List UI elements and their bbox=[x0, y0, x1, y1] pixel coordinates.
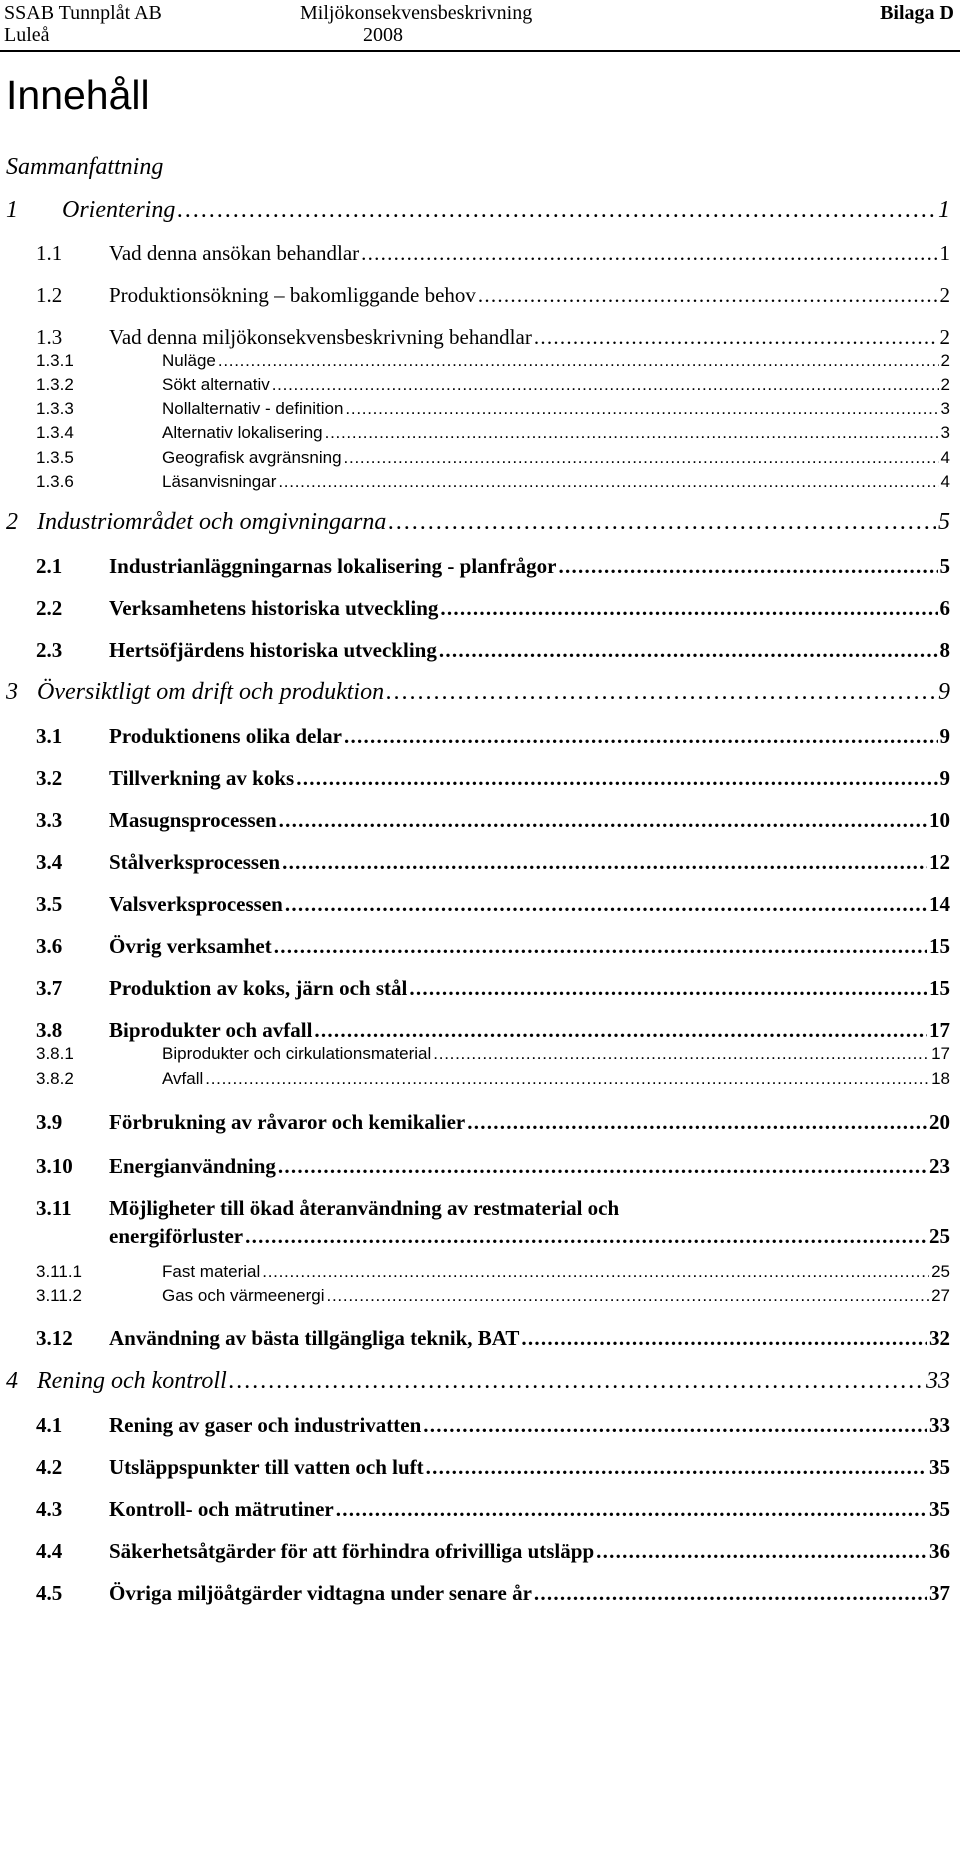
toc-page-number: 9 bbox=[938, 679, 950, 705]
toc-page-number: 10 bbox=[929, 808, 950, 832]
toc-entry-number: 1.3.1 bbox=[36, 351, 74, 370]
toc-leader-dots bbox=[478, 283, 938, 308]
toc-page-number: 27 bbox=[931, 1286, 950, 1305]
toc-entry-number: 2 bbox=[6, 509, 18, 535]
toc-page-number: 2 bbox=[940, 351, 950, 370]
toc-leader-dots bbox=[534, 325, 938, 350]
toc-entry[interactable] bbox=[6, 1368, 950, 1395]
header-appendix: Bilaga D bbox=[880, 2, 954, 24]
toc-leader-dots bbox=[336, 1497, 927, 1522]
toc-page-number: 36 bbox=[929, 1539, 950, 1563]
toc-page-number: 18 bbox=[931, 1069, 950, 1088]
toc-entry-label: Gas och värmeenergi bbox=[162, 1286, 325, 1305]
toc-entry[interactable] bbox=[36, 472, 950, 492]
toc-entry[interactable] bbox=[36, 351, 950, 371]
toc-entry[interactable] bbox=[36, 766, 950, 791]
toc-entry-number: 3.9 bbox=[36, 1110, 63, 1134]
toc-leader-dots bbox=[296, 766, 937, 791]
toc-entry-number: 3.8 bbox=[36, 1018, 63, 1042]
toc-entry-number: 3.1 bbox=[36, 724, 63, 748]
toc-entry-label: Nuläge bbox=[162, 351, 216, 370]
page-title: Innehåll bbox=[6, 72, 150, 118]
toc-entry-label: Biprodukter och cirkulationsmaterial bbox=[162, 1044, 432, 1063]
toc-entry[interactable] bbox=[36, 596, 950, 621]
toc-entry[interactable] bbox=[36, 1539, 950, 1564]
toc-leader-dots bbox=[439, 638, 938, 663]
toc-page-number: 14 bbox=[929, 892, 950, 916]
toc-entry-label: Förbrukning av råvaror och kemikalier bbox=[109, 1110, 466, 1134]
toc-page-number: 37 bbox=[929, 1581, 950, 1605]
toc-page-number: 2 bbox=[940, 375, 950, 394]
toc-entry-number: 3.11.2 bbox=[36, 1286, 83, 1305]
toc-page-number: 35 bbox=[929, 1455, 950, 1479]
toc-page-number: 3 bbox=[940, 399, 950, 418]
toc-entry-number: 3.6 bbox=[36, 934, 63, 958]
toc-page-number: 5 bbox=[939, 554, 950, 578]
toc-leader-dots bbox=[272, 375, 939, 395]
toc-entry-number: 3.2 bbox=[36, 766, 63, 790]
toc-leader-dots bbox=[279, 808, 927, 833]
toc-leader-dots bbox=[325, 423, 939, 443]
toc-entry-label: Fast material bbox=[162, 1262, 261, 1281]
toc-entry[interactable] bbox=[6, 509, 950, 536]
toc-entry[interactable] bbox=[36, 1497, 950, 1522]
toc-entry-number: 2.2 bbox=[36, 596, 63, 620]
toc-leader-dots bbox=[467, 1110, 927, 1135]
toc-leader-dots bbox=[314, 1018, 927, 1043]
toc-leader-dots bbox=[433, 1044, 929, 1064]
toc-leader-dots bbox=[534, 1581, 927, 1606]
toc-summary-label: Sammanfattning bbox=[6, 154, 164, 180]
toc-page-number: 12 bbox=[929, 850, 950, 874]
toc-entry-number: 1.3.4 bbox=[36, 423, 74, 442]
toc-page-number: 2 bbox=[939, 325, 950, 349]
toc-page-number: 4 bbox=[940, 448, 950, 467]
toc-entry-number: 3.3 bbox=[36, 808, 63, 832]
toc-leader-dots bbox=[327, 1286, 930, 1306]
toc-entry[interactable] bbox=[36, 1286, 950, 1306]
header-year: 2008 bbox=[363, 24, 403, 46]
header-company: SSAB Tunnplåt AB bbox=[4, 2, 162, 24]
toc-entry-number: 2.1 bbox=[36, 554, 63, 578]
toc-leader-dots bbox=[274, 934, 927, 959]
toc-page-number: 20 bbox=[929, 1110, 950, 1134]
toc-leader-dots bbox=[388, 509, 936, 536]
toc-page-number: 33 bbox=[926, 1368, 950, 1394]
toc-entry[interactable] bbox=[36, 399, 950, 419]
toc-entry-label: energiförluster bbox=[109, 1224, 244, 1248]
toc-leader-dots bbox=[205, 1069, 929, 1089]
toc-entry[interactable] bbox=[36, 325, 950, 350]
toc-page-number: 33 bbox=[929, 1413, 950, 1437]
toc-entry-number: 1.2 bbox=[36, 283, 63, 307]
toc-page-number: 17 bbox=[929, 1018, 950, 1042]
toc-entry[interactable] bbox=[36, 976, 950, 1001]
toc-entry-label: Industriområdet och omgivningarna bbox=[37, 509, 387, 535]
toc-page-number: 15 bbox=[929, 934, 950, 958]
toc-leader-dots bbox=[361, 241, 937, 266]
toc-entry-label: Stålverksprocessen bbox=[109, 850, 281, 874]
toc-entry-label: Sökt alternativ bbox=[162, 375, 270, 394]
toc-entry-label: Masugnsprocessen bbox=[109, 808, 277, 832]
toc-entry-label: Produktionens olika delar bbox=[109, 724, 342, 748]
toc-entry[interactable] bbox=[36, 1044, 950, 1064]
toc-entry-number: 3.12 bbox=[36, 1326, 73, 1350]
toc-entry-label: Översiktligt om drift och produktion bbox=[37, 679, 385, 705]
toc-entry-number: 1.3.2 bbox=[36, 375, 74, 394]
toc-entry-number: 3.8.2 bbox=[36, 1069, 74, 1088]
header-city: Luleå bbox=[4, 24, 50, 46]
toc-entry[interactable] bbox=[36, 1326, 950, 1351]
toc-leader-dots bbox=[409, 976, 927, 1001]
toc-entry-label: Övrig verksamhet bbox=[109, 934, 272, 958]
toc-entry[interactable] bbox=[36, 850, 950, 875]
toc-page-number: 1 bbox=[939, 241, 950, 265]
toc-page-number: 5 bbox=[938, 509, 950, 535]
toc-entry-number: 1.1 bbox=[36, 241, 63, 265]
toc-entry-label: Produktionsökning – bakomliggande behov bbox=[109, 283, 476, 307]
toc-entry[interactable] bbox=[36, 934, 950, 959]
toc-page-number: 1 bbox=[938, 197, 950, 223]
toc-entry-label: Orientering bbox=[62, 197, 176, 223]
toc-entry-label: Möjligheter till ökad återanvändning av restmaterial och bbox=[109, 1196, 620, 1220]
toc-page-number: 9 bbox=[939, 724, 950, 748]
toc-entry[interactable] bbox=[36, 638, 950, 663]
toc-entry-label: Hertsöfjärdens historiska utveckling bbox=[109, 638, 437, 662]
toc-page-number: 15 bbox=[929, 976, 950, 1000]
toc-leader-dots bbox=[245, 1224, 927, 1249]
toc-entry-number: 3.4 bbox=[36, 850, 63, 874]
toc-entry-label: Verksamhetens historiska utveckling bbox=[109, 596, 439, 620]
toc-leader-dots bbox=[440, 596, 937, 621]
toc-leader-dots bbox=[344, 724, 938, 749]
page-header bbox=[0, 0, 960, 60]
toc-summary[interactable] bbox=[6, 154, 163, 181]
toc-page-number: 4 bbox=[940, 472, 950, 491]
toc-leader-dots bbox=[282, 850, 927, 875]
toc-entry-number: 4.2 bbox=[36, 1455, 63, 1479]
toc-entry[interactable] bbox=[36, 448, 950, 468]
toc-leader-dots bbox=[596, 1539, 927, 1564]
toc-entry-number: 4.1 bbox=[36, 1413, 63, 1437]
toc-entry-label: Rening och kontroll bbox=[37, 1368, 227, 1394]
toc-entry-label: Biprodukter och avfall bbox=[109, 1018, 313, 1042]
toc-leader-dots bbox=[218, 351, 939, 371]
toc-entry[interactable] bbox=[6, 679, 950, 706]
toc-leader-dots bbox=[426, 1455, 927, 1480]
toc-entry-label: Nollalternativ - definition bbox=[162, 399, 344, 418]
toc-entry-number: 3.7 bbox=[36, 976, 63, 1000]
toc-entry-number: 1.3.6 bbox=[36, 472, 74, 491]
toc-entry-label: Geografisk avgränsning bbox=[162, 448, 342, 467]
toc-entry[interactable] bbox=[36, 1262, 950, 1282]
toc-page-number: 3 bbox=[940, 423, 950, 442]
toc-entry[interactable] bbox=[36, 892, 950, 917]
toc-entry-label: Energianvändning bbox=[109, 1154, 276, 1178]
toc-entry-number: 1.3.3 bbox=[36, 399, 74, 418]
toc-page-number: 25 bbox=[929, 1224, 950, 1248]
toc-entry[interactable] bbox=[6, 197, 950, 224]
toc-entry-label: Avfall bbox=[162, 1069, 204, 1088]
toc-leader-dots bbox=[345, 399, 938, 419]
toc-entry-number: 3.11 bbox=[36, 1196, 72, 1220]
toc-entry-label: Rening av gaser och industrivatten bbox=[109, 1413, 422, 1437]
toc-entry-label: Industrianläggningarnas lokalisering - planfrågor bbox=[109, 554, 557, 578]
toc-entry-label: Läsanvisningar bbox=[162, 472, 277, 491]
toc-page-number: 6 bbox=[939, 596, 950, 620]
toc-page-number: 23 bbox=[929, 1154, 950, 1178]
toc-entry[interactable] bbox=[36, 808, 950, 833]
toc-entry[interactable] bbox=[36, 1154, 950, 1179]
header-doc-title: Miljökonsekvensbeskrivning bbox=[300, 2, 533, 24]
toc-entry-label: Säkerhetsåtgärder för att förhindra ofrivilliga utsläpp bbox=[109, 1539, 595, 1563]
toc-page-number: 9 bbox=[939, 766, 950, 790]
toc-entry[interactable] bbox=[36, 283, 950, 308]
toc-page-number: 32 bbox=[929, 1326, 950, 1350]
toc-leader-dots bbox=[423, 1413, 927, 1438]
toc-entry[interactable] bbox=[36, 1018, 950, 1043]
toc-page-number: 35 bbox=[929, 1497, 950, 1521]
toc-leader-dots bbox=[177, 197, 936, 224]
toc-entry-number: 3.10 bbox=[36, 1154, 73, 1178]
toc-entry[interactable] bbox=[36, 1110, 950, 1135]
toc-leader-dots bbox=[278, 472, 938, 492]
toc-entry-label: Vad denna ansökan behandlar bbox=[109, 241, 360, 265]
header-rule bbox=[0, 50, 960, 52]
toc-entry-number: 4 bbox=[6, 1368, 18, 1394]
toc-entry[interactable] bbox=[36, 1455, 950, 1480]
toc-entry-number: 4.3 bbox=[36, 1497, 63, 1521]
toc-entry-number: 3.11.1 bbox=[36, 1262, 83, 1281]
toc-entry-number: 1 bbox=[6, 197, 18, 223]
toc-leader-dots bbox=[559, 554, 938, 579]
toc-entry[interactable] bbox=[36, 375, 950, 395]
toc-entry-label: Användning av bästa tillgängliga teknik, BAT bbox=[109, 1326, 520, 1350]
toc-entry-label: Utsläppspunkter till vatten och luft bbox=[109, 1455, 424, 1479]
toc-entry[interactable] bbox=[36, 724, 950, 749]
toc-entry[interactable] bbox=[36, 423, 950, 443]
toc-entry-number: 3.5 bbox=[36, 892, 63, 916]
toc-leader-dots bbox=[278, 1154, 927, 1179]
toc-entry-label: Produktion av koks, järn och stål bbox=[109, 976, 408, 1000]
toc-entry-number: 3 bbox=[6, 679, 18, 705]
toc-entry-label: Alternativ lokalisering bbox=[162, 423, 323, 442]
toc-entry[interactable] bbox=[36, 1581, 950, 1606]
toc-entry[interactable] bbox=[36, 1413, 950, 1438]
toc-leader-dots bbox=[344, 448, 939, 468]
toc-entry-label: Tillverkning av koks bbox=[109, 766, 295, 790]
toc-entry[interactable] bbox=[36, 241, 950, 266]
toc-entry-label: Kontroll- och mätrutiner bbox=[109, 1497, 334, 1521]
toc-leader-dots bbox=[386, 679, 936, 706]
toc-leader-dots bbox=[229, 1368, 924, 1395]
toc-leader-dots bbox=[521, 1326, 927, 1351]
toc-entry-number: 2.3 bbox=[36, 638, 63, 662]
toc-page-number: 2 bbox=[939, 283, 950, 307]
toc-entry-number: 4.5 bbox=[36, 1581, 63, 1605]
toc-entry-number: 3.8.1 bbox=[36, 1044, 74, 1063]
toc-entry-number: 1.3 bbox=[36, 325, 63, 349]
toc-entry-number: 1.3.5 bbox=[36, 448, 74, 467]
toc-page-number: 8 bbox=[939, 638, 950, 662]
toc-page-number: 25 bbox=[931, 1262, 950, 1281]
toc-entry-continued[interactable] bbox=[109, 1224, 950, 1249]
toc-leader-dots bbox=[262, 1262, 929, 1282]
toc-page-number: 17 bbox=[931, 1044, 950, 1063]
toc-leader-dots bbox=[285, 892, 927, 917]
toc-entry[interactable] bbox=[36, 554, 950, 579]
toc-entry[interactable] bbox=[36, 1069, 950, 1089]
toc-entry-label: Valsverksprocessen bbox=[109, 892, 283, 916]
toc-entry-number: 4.4 bbox=[36, 1539, 63, 1563]
toc-entry[interactable] bbox=[36, 1196, 950, 1221]
toc-entry-label: Vad denna miljökonsekvensbeskrivning behandlar bbox=[109, 325, 532, 349]
toc-entry-label: Övriga miljöåtgärder vidtagna under senare år bbox=[109, 1581, 532, 1605]
